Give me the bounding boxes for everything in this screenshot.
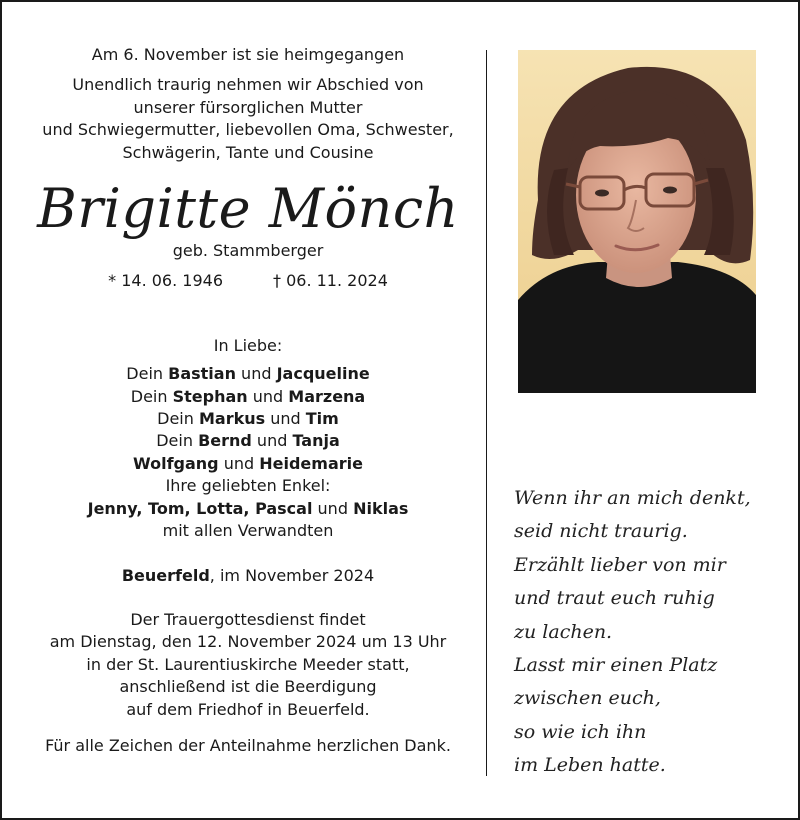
mourner-row: Dein Markus und Tim [157, 409, 339, 429]
mourner-row: Dein Bastian und Jacqueline [126, 364, 370, 384]
mourner-row: Wolfgang und Heidemarie [133, 453, 363, 473]
mourners-heading: In Liebe: [213, 335, 283, 355]
service-info: in der St. Laurentiuskirche Meeder statt, [86, 654, 410, 674]
farewell-line: und Schwiegermutter, liebevollen Oma, Schwester, [42, 120, 454, 140]
poem-line: seid nicht traurig. [514, 520, 688, 543]
passing-announcement: Am 6. November ist sie heimgegangen [91, 45, 405, 64]
maiden-name: geb. Stammberger [172, 241, 324, 261]
farewell-line: unserer fürsorglichen Mutter [133, 97, 363, 117]
grandchildren-label: Ihre geliebten Enkel: [165, 476, 331, 496]
thanks-line: Für alle Zeichen der Anteilnahme herzlichen Dank. [45, 735, 451, 755]
life-dates [20, 270, 476, 292]
poem-line: zwischen euch, [514, 687, 661, 710]
farewell-line: Unendlich traurig nehmen wir Abschied von [72, 75, 424, 95]
service-info: Der Trauergottesdienst findet [130, 609, 366, 629]
poem-line: Erzählt lieber von mir [514, 553, 726, 576]
death-date: † 06. 11. 2024 [273, 271, 388, 291]
mourner-row: Dein Bernd und Tanja [156, 431, 340, 451]
mourner-row: Dein Stephan und Marzena [130, 386, 366, 406]
vertical-divider [486, 50, 487, 776]
place-and-date: Beuerfeld, im November 2024 [121, 565, 375, 585]
service-info: anschließend ist die Beerdigung [119, 677, 377, 697]
birth-date: * 14. 06. 1946 [108, 271, 223, 291]
poem-line: und traut euch ruhig [514, 587, 715, 610]
poem-line: so wie ich ihn [514, 720, 647, 743]
portrait-illustration [518, 50, 756, 393]
deceased-name: Brigitte Mönch [37, 177, 459, 241]
portrait-photo [518, 50, 756, 393]
service-info: auf dem Friedhof in Beuerfeld. [126, 699, 370, 719]
service-info: am Dienstag, den 12. November 2024 um 13 Uhr [49, 632, 447, 652]
poem-line: Lasst mir einen Platz [514, 654, 718, 677]
relatives-line: mit allen Verwandten [162, 521, 334, 541]
grandchildren-names: Jenny, Tom, Lotta, Pascal und Niklas [87, 498, 409, 518]
poem-line: im Leben hatte. [514, 754, 666, 777]
poem [514, 482, 784, 783]
farewell-line: Schwägerin, Tante und Cousine [122, 142, 374, 162]
poem-line: zu lachen. [514, 620, 613, 643]
poem-line: Wenn ihr an mich denkt, [514, 487, 751, 509]
obituary-text [20, 44, 476, 757]
